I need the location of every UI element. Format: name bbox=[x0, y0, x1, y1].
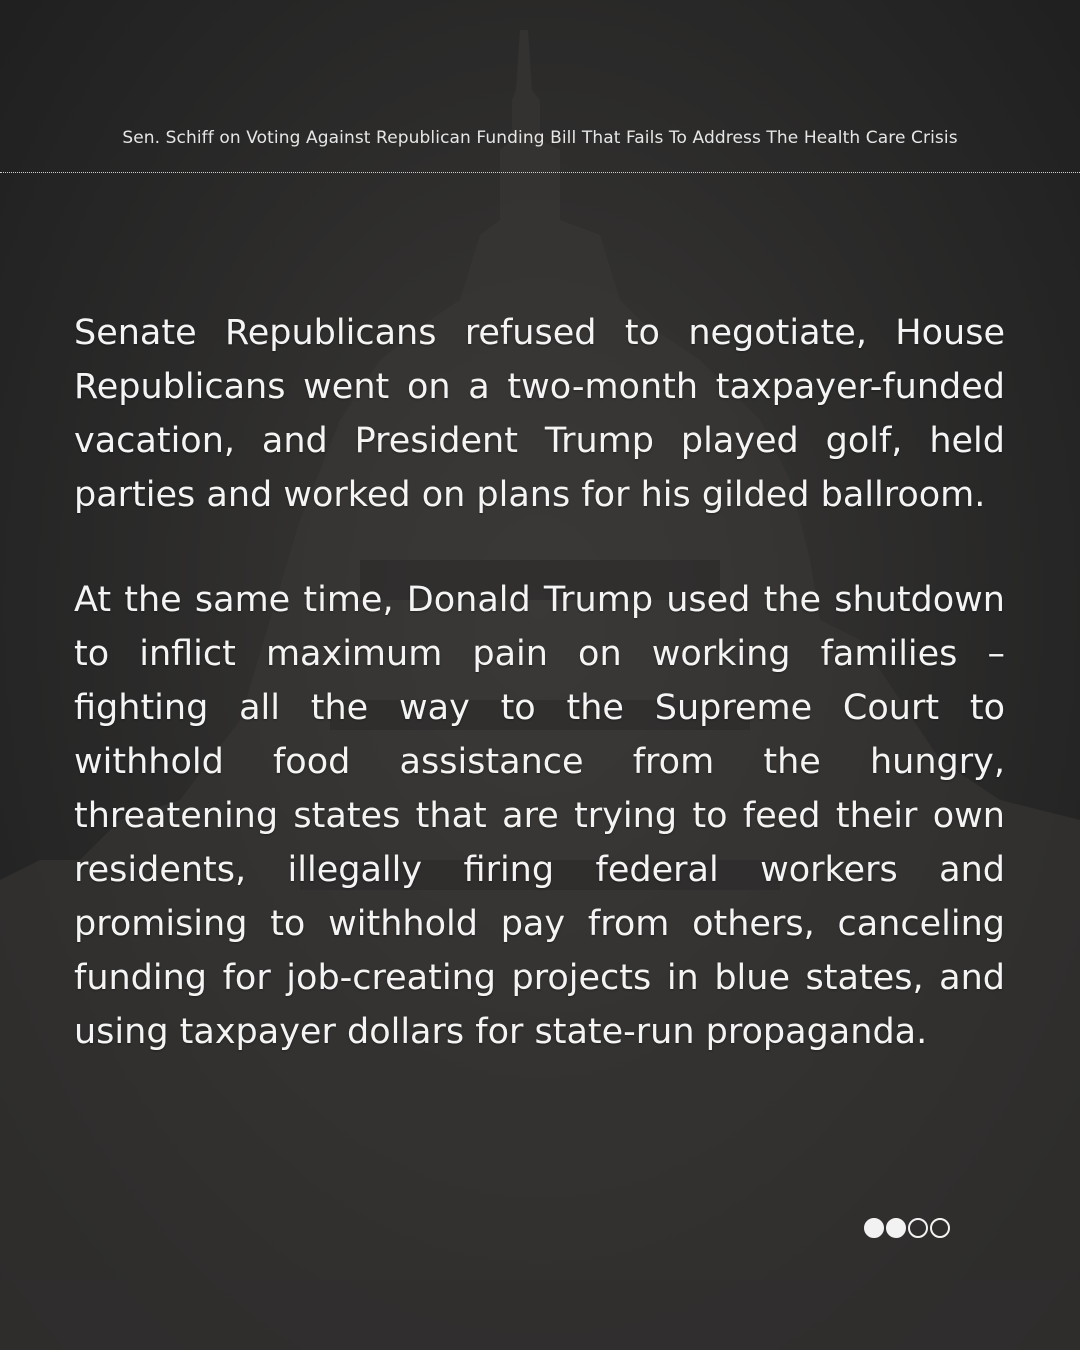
page-dot-1[interactable] bbox=[864, 1218, 884, 1238]
paragraph-2: At the same time, Donald Trump used the shutdown to inflict maximum pain on working families – fighting all the way to the Supreme Court to withhold food assistance from the hungry, threatening states that are trying to feed their own residents, illegally firing federal workers and promising to withhold pay from others, canceling funding for job-creating projects in blue states, and using taxpayer dollars for state-run propaganda. bbox=[74, 580, 1005, 1052]
page-dot-3[interactable] bbox=[908, 1218, 928, 1238]
page-dot-2[interactable] bbox=[886, 1218, 906, 1238]
carousel-pagination bbox=[864, 1218, 950, 1242]
statement-text bbox=[74, 306, 1005, 1059]
page-title: Sen. Schiff on Voting Against Republican Funding Bill That Fails To Address The Health Care Crisis bbox=[122, 128, 958, 148]
dotted-divider bbox=[0, 172, 1080, 173]
page-dot-4[interactable] bbox=[930, 1218, 950, 1238]
paragraph-1: Senate Republicans refused to negotiate, House Republicans went on a two-month taxpayer-funded vacation, and President Trump played golf, held parties and worked on plans for his gilded ballroom. bbox=[74, 313, 1005, 515]
